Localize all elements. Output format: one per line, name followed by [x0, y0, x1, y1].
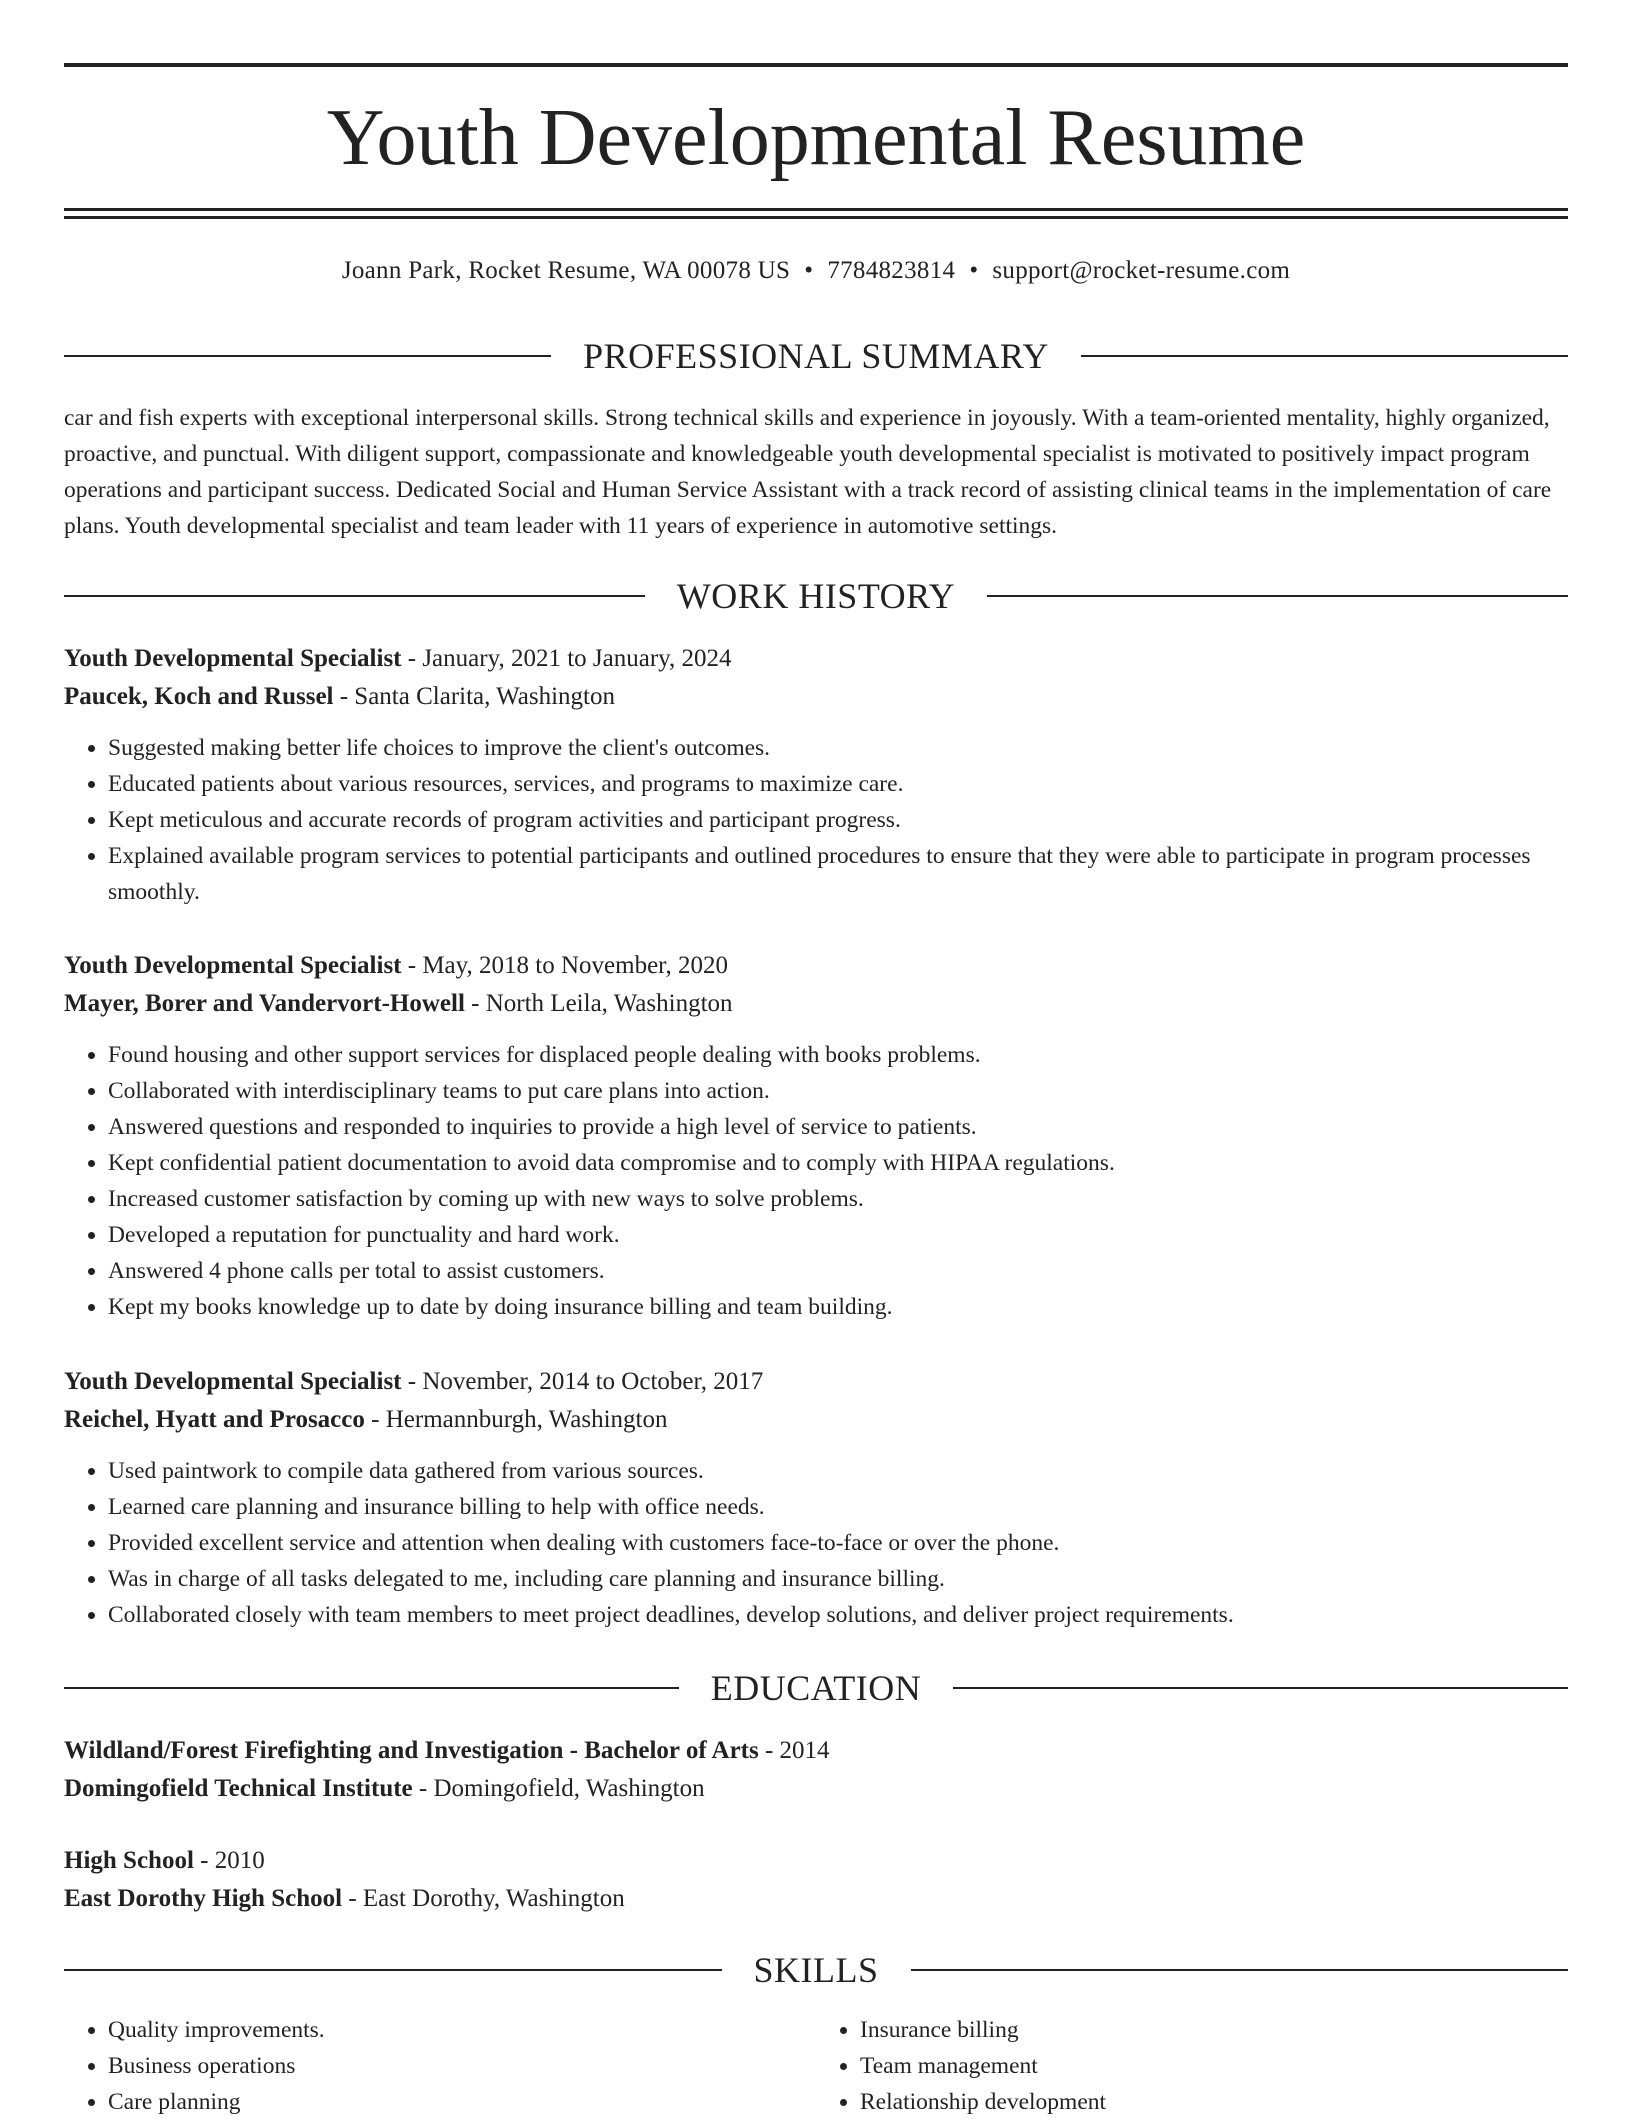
school-location: - Domingofield, Washington	[412, 1775, 705, 1802]
job-location: - Hermannburgh, Washington	[364, 1406, 668, 1433]
job-company-line	[64, 1401, 1568, 1439]
job-title: Youth Developmental Specialist	[64, 1368, 402, 1395]
degree-line	[64, 1842, 1568, 1880]
divider	[64, 1687, 679, 1689]
divider	[911, 1969, 1569, 1971]
section-title: EDUCATION	[710, 1668, 922, 1708]
job-title-line	[64, 640, 1568, 678]
education-entry	[64, 1732, 1568, 1808]
contact-address: Joann Park, Rocket Resume, WA 00078 US	[341, 257, 791, 284]
list-item: • Developed a reputation for punctuality and hard work.	[108, 1217, 1568, 1253]
list-item: • Explained available program services to potential participants and outlined procedures to ensure that they were able to participate in program processes smoothly.	[108, 838, 1568, 910]
job-bullets	[64, 730, 1568, 910]
divider	[953, 1687, 1568, 1689]
section-title: WORK HISTORY	[676, 576, 956, 616]
list-item: • Answered questions and responded to inquiries to provide a high level of service to patients.	[108, 1109, 1568, 1145]
section-title: PROFESSIONAL SUMMARY	[583, 336, 1049, 376]
section-heading-work	[64, 574, 1568, 618]
job-title-line	[64, 947, 1568, 985]
section-title: SKILLS	[753, 1950, 879, 1990]
contact-line	[64, 254, 1568, 288]
skills-column-right	[816, 2012, 1568, 2120]
list-item: • Business operations	[108, 2048, 816, 2084]
contact-phone: 7784823814	[827, 257, 956, 284]
list-item: • Kept confidential patient documentation to avoid data compromise and to comply with HIPAA regulations.	[108, 1145, 1568, 1181]
degree-line	[64, 1732, 1568, 1770]
list-item: • Kept meticulous and accurate records of program activities and participant progress.	[108, 802, 1568, 838]
degree: Wildland/Forest Firefighting and Investigation - Bachelor of Arts	[64, 1737, 759, 1764]
list-item: • Team management	[860, 2048, 1568, 2084]
list-item: • Increased customer satisfaction by coming up with new ways to solve problems.	[108, 1181, 1568, 1217]
degree: High School	[64, 1847, 194, 1874]
title-rule-lower	[64, 216, 1568, 219]
list-item: • Kept my books knowledge up to date by doing insurance billing and team building.	[108, 1289, 1568, 1325]
divider	[987, 595, 1568, 597]
skills-column-left	[64, 2012, 816, 2120]
job-company-line	[64, 985, 1568, 1023]
job-title: Youth Developmental Specialist	[64, 645, 402, 672]
list-item: • Used paintwork to compile data gathered from various sources.	[108, 1453, 1568, 1489]
school-location: - East Dorothy, Washington	[342, 1885, 625, 1912]
job-company-line	[64, 678, 1568, 716]
list-item: • Educated patients about various resources, services, and programs to maximize care.	[108, 766, 1568, 802]
list-item: • Collaborated with interdisciplinary teams to put care plans into action.	[108, 1073, 1568, 1109]
degree-year: - 2010	[193, 1847, 265, 1874]
divider	[64, 355, 551, 357]
school: East Dorothy High School	[64, 1885, 343, 1912]
summary-text: car and fish experts with exceptional interpersonal skills. Strong technical skills and experience in joyously. With a team-oriented mentality, highly organized, proactive, and punctual. With diligent support, compassionate and knowledgeable youth developmental specialist is motivated to positively impact program operations and participant success. Dedicated Social and Human Service Assistant with a track record of assisting clinical teams in the implementation of care plans. Youth developmental specialist and team leader with 11 years of experience in automotive settings.	[64, 405, 1552, 539]
list-item: • Provided excellent service and attention when dealing with customers face-to-face or over the phone.	[108, 1525, 1568, 1561]
section-heading-summary	[64, 334, 1568, 378]
section-heading-skills	[64, 1948, 1568, 1992]
job-dates: - January, 2021 to January, 2024	[401, 645, 732, 672]
school-line	[64, 1880, 1568, 1918]
list-item: • Answered 4 phone calls per total to assist customers.	[108, 1253, 1568, 1289]
job-entry	[64, 1363, 1568, 1633]
job-entry	[64, 947, 1568, 1325]
list-item: • Suggested making better life choices to improve the client's outcomes.	[108, 730, 1568, 766]
school: Domingofield Technical Institute	[64, 1775, 413, 1802]
list-item: • Relationship development	[860, 2084, 1568, 2120]
list-item: • Found housing and other support services for displaced people dealing with books problems.	[108, 1037, 1568, 1073]
list-item: • Quality improvements.	[108, 2012, 816, 2048]
list-item: • Was in charge of all tasks delegated to me, including care planning and insurance billing.	[108, 1561, 1568, 1597]
job-title-line	[64, 1363, 1568, 1401]
resume-title: Youth Developmental Resume	[326, 94, 1306, 182]
title-rule-upper	[64, 208, 1568, 211]
divider	[64, 595, 645, 597]
list-item: • Collaborated closely with team members to meet project deadlines, develop solutions, and deliver project requirements.	[108, 1597, 1568, 1633]
job-company: Mayer, Borer and Vandervort-Howell	[64, 990, 465, 1017]
contact-separator: •	[804, 257, 814, 284]
school-line	[64, 1770, 1568, 1808]
job-bullets	[64, 1037, 1568, 1325]
list-item: • Care planning	[108, 2084, 816, 2120]
job-dates: - November, 2014 to October, 2017	[401, 1368, 764, 1395]
job-bullets	[64, 1453, 1568, 1633]
job-company: Reichel, Hyatt and Prosacco	[64, 1406, 365, 1433]
job-entry	[64, 640, 1568, 910]
contact-email: support@rocket-resume.com	[992, 257, 1291, 284]
divider	[64, 1969, 722, 1971]
list-item: • Learned care planning and insurance billing to help with office needs.	[108, 1489, 1568, 1525]
job-location: - Santa Clarita, Washington	[333, 683, 615, 710]
job-dates: - May, 2018 to November, 2020	[401, 952, 728, 979]
job-title: Youth Developmental Specialist	[64, 952, 402, 979]
job-company: Paucek, Koch and Russel	[64, 683, 334, 710]
job-location: - North Leila, Washington	[464, 990, 733, 1017]
degree-year: - 2014	[758, 1737, 830, 1764]
contact-separator: •	[969, 257, 979, 284]
education-entry	[64, 1842, 1568, 1918]
top-rule	[64, 63, 1568, 67]
list-item: • Insurance billing	[860, 2012, 1568, 2048]
section-heading-education	[64, 1666, 1568, 1710]
skills-list	[64, 2012, 1568, 2120]
divider	[1081, 355, 1568, 357]
